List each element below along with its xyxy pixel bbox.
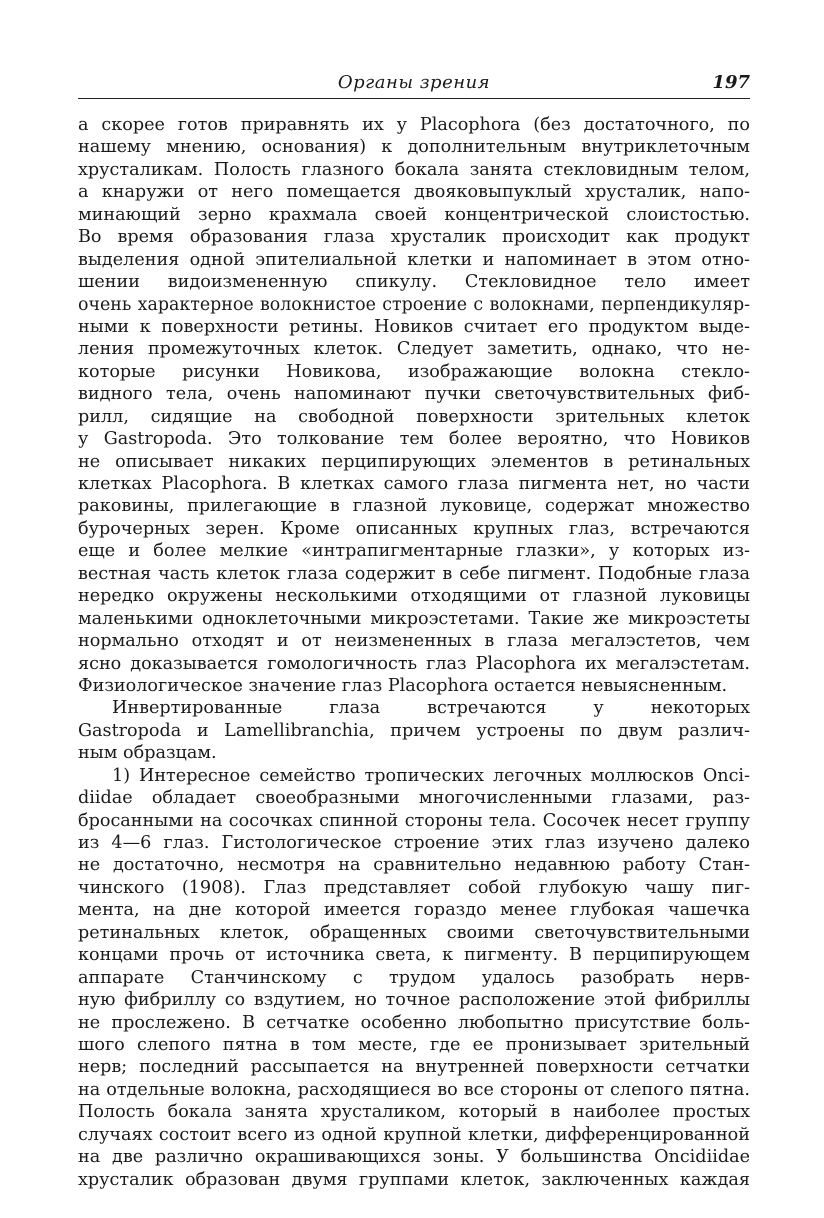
text-line: не прослежено. В сетчатке особенно любопытно присутствие боль- <box>78 1012 750 1033</box>
text-line: Инвертированные глаза встречаются у некоторых <box>112 698 750 719</box>
text-line: клетках Placophora. В клетках самого глаза пигмента нет, но части <box>78 474 750 494</box>
text-line: Во время образования глаза хрусталик происходит как продукт <box>78 227 750 248</box>
text-line: нередко окружены несколькими отходящими от глазной луковицы <box>78 586 750 607</box>
text-line: ную фибриллу со вздутием, но точное расположение этой фибриллы <box>78 990 750 1011</box>
text-line: случаях состоит всего из одной крупной клетки, дифференцированной <box>78 1124 750 1145</box>
text-line: бурочерных зерен. Кроме описанных крупных глаз, встречаются <box>78 518 750 539</box>
text-line: Gastropoda и Lamellibranchia, причем устроены по двум различ- <box>78 720 750 741</box>
text-line: бросанными на сосочках спинной стороны тела. Сосочек несет группу <box>78 810 750 831</box>
text-line: шого слепого пятна в том месте, где ее пронизывает зрительный <box>78 1034 750 1055</box>
text-line: из 4—6 глаз. Гистологическое строение этих глаз изучено далеко <box>78 833 750 853</box>
text-line: концами прочь от источника света, к пигменту. В перципирующем <box>78 945 750 966</box>
text-line: Физиологическое значение глаз Placophora остается невыясненным. <box>78 675 728 696</box>
page-number: 197 <box>712 72 750 93</box>
text-line: аппарате Станчинскому с трудом удалось разобрать нерв- <box>78 967 750 988</box>
text-line: нерв; последний рассыпается на внутренней поверхности сетчатки <box>78 1057 750 1078</box>
text-line: раковины, прилегающие в глазной луковице, содержат множество <box>78 496 750 517</box>
running-head <box>78 72 750 98</box>
text-line: рилл, сидящие на свободной поверхности зрительных клеток <box>78 406 750 427</box>
text-line: чинского (1908). Глаз представляет собой глубокую чашу пиг- <box>78 877 750 898</box>
text-line: не достаточно, несмотря на сравнительно недавнюю работу Стан- <box>78 855 750 876</box>
text-line: нашему мнению, основания) к дополнительным внутриклеточным <box>78 137 750 158</box>
text-line: на две различно окрашивающихся зоны. У большинства Oncidiidae <box>78 1147 750 1168</box>
text-line: у Gastropoda. Это толкование тем более вероятно, что Новиков <box>78 429 750 450</box>
text-line: хрусталикам. Полость глазного бокала занята стекловидным телом, <box>78 159 750 180</box>
text-line: видного тела, очень напоминают пучки светочувствительных фиб- <box>78 384 750 405</box>
text-line: а скорее готов приравнять их у Placophora (без достаточного, по <box>78 115 750 135</box>
text-line: вестная часть клеток глаза содержит в себе пигмент. Подобные глаза <box>78 563 750 584</box>
running-head-title: Органы зрения <box>337 72 491 93</box>
text-line: нормально отходят и от неизмененных в глаза мегалэстетов, чем <box>78 631 750 652</box>
text-line: минающий зерно крахмала своей концентрической слоистостью. <box>78 204 750 225</box>
text-line: очень характерное волокнистое строение с волокнами, перпендикуляр- <box>78 294 750 315</box>
text-line: ретинальных клеток, обращенных своими светочувствительными <box>78 922 750 943</box>
text-line: мента, на дне которой имеется гораздо менее глубокая чашечка <box>78 900 750 921</box>
text-line: не описывает никаких перципирующих элементов в ретинальных <box>78 451 750 472</box>
text-line: diidae обладает своеобразными многочисленными глазами, раз- <box>78 788 750 809</box>
text-line: а кнаружи от него помещается двояковыпуклый хрусталик, напо- <box>78 182 750 203</box>
text-line: на отдельные волокна, расходящиеся во все стороны от слепого пятна. <box>78 1079 750 1100</box>
text-line: ными к поверхности ретины. Новиков считает его продуктом выде- <box>78 316 750 337</box>
text-line: ясно доказывается гомологичность глаз Placophora их мегалэстетам. <box>78 653 750 674</box>
text-line: 1) Интересное семейство тропических легочных моллюсков Onci- <box>112 765 750 786</box>
body-text <box>78 114 750 1191</box>
text-line: выделения одной эпителиальной клетки и напоминает в этом отно- <box>78 249 750 270</box>
text-line: хрусталик образован двумя группами клеток, заключенных каждая <box>78 1169 750 1190</box>
text-line: еще и более мелкие «интрапигментарные глазки», у которых из- <box>78 541 750 562</box>
text-line: маленькими одноклеточными микроэстетами. Такие же микроэстеты <box>78 608 750 629</box>
text-line: ления промежуточных клеток. Следует заметить, однако, что не- <box>78 339 750 360</box>
text-line: шении видоизмененную спикулу. Стекловидное тело имеет <box>78 272 750 293</box>
text-line: Полость бокала занята хрусталиком, который в наиболее простых <box>78 1102 750 1123</box>
header-rule <box>78 98 750 99</box>
text-line: ным образцам. <box>78 743 217 764</box>
text-line: которые рисунки Новикова, изображающие волокна стекло- <box>78 361 750 382</box>
